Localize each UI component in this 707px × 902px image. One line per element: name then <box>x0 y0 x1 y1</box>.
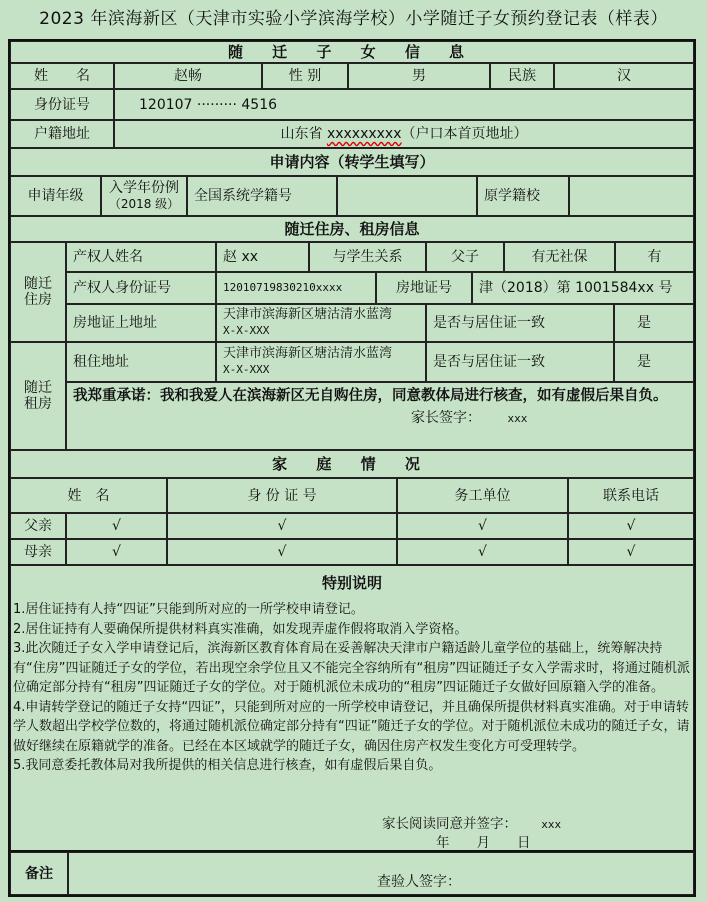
prev-school-input[interactable] <box>569 176 694 216</box>
owner-name-value[interactable]: 赵 xx <box>216 242 309 272</box>
rent-housing-label: 随迁 租房 <box>10 342 66 450</box>
insurance-value[interactable]: 有 <box>615 242 694 272</box>
hukou-prefix: 山东省 <box>280 126 323 142</box>
inspector-sign-label: 查验人签字： <box>377 874 461 890</box>
rent-match-label: 是否与居住证一致 <box>426 342 614 382</box>
deed-addr-line2: X-X-XXX <box>223 324 270 337</box>
housing-header: 随迁住房、租房信息 <box>10 216 694 242</box>
id-label: 身份证号 <box>10 89 114 120</box>
enroll-year-cell <box>101 176 187 216</box>
ethnicity-value[interactable]: 汉 <box>554 63 694 89</box>
parent-sign-label: 家长签字： <box>411 410 481 426</box>
father-id-check[interactable]: √ <box>167 513 397 539</box>
family-col-work: 务工单位 <box>397 478 568 513</box>
mother-id-check[interactable]: √ <box>167 539 397 565</box>
insurance-label: 有无社保 <box>504 242 615 272</box>
gender-value[interactable]: 男 <box>348 63 490 89</box>
hukou-suffix: （户口本首页地址） <box>401 126 528 142</box>
father-phone-check[interactable]: √ <box>568 513 694 539</box>
ethnicity-label: 民族 <box>490 63 554 89</box>
enroll-year-example: （2018 级） <box>108 197 180 211</box>
application-header: 申请内容（转学生填写） <box>10 148 694 176</box>
name-value[interactable]: 赵畅 <box>114 63 262 89</box>
deed-addr-value[interactable] <box>216 304 426 342</box>
rent-match-value[interactable]: 是 <box>614 342 694 382</box>
notes-list <box>13 600 693 776</box>
pledge-cell <box>66 382 694 450</box>
father-work-check[interactable]: √ <box>397 513 568 539</box>
hukou-masked: xxxxxxxxx <box>326 126 402 142</box>
family-col-phone: 联系电话 <box>568 478 694 513</box>
read-sign-row <box>382 812 561 832</box>
family-col-name: 姓 名 <box>10 478 167 513</box>
enroll-year-label: 入学年份例 <box>109 180 179 196</box>
mother-label: 母亲 <box>10 539 66 565</box>
status-id-label: 全国系统学籍号 <box>187 176 337 216</box>
remarks-label: 备注 <box>10 852 68 895</box>
notes-header: 特别说明 <box>321 574 382 592</box>
deed-no-value[interactable]: 津（2018）第 1001584xx 号 <box>472 272 694 304</box>
read-sign-value[interactable]: xxx <box>541 818 562 831</box>
rent-addr-label: 租住地址 <box>66 342 216 382</box>
note-item: 4.申请转学登记的随迁子女持“四证”，只能到所对应的一所学校申请登记，并且确保所提供材料真实准确。对于申请转学人数超出学校学位数的，将通过随机派位确定部分持有“四证”随迁子女的学位。对于随机派位未成功的随迁子女，请做好继续在原籍就学的准备。已经在本区域就学的随迁子女，确因住房产权发生变化方可受理转学。 <box>13 699 690 754</box>
note-item: 1.居住证持有人持“四证”只能到所对应的一所学校申请登记。 <box>13 602 364 617</box>
student-section-header: 随 迁 子 女 信 息 <box>10 41 694 63</box>
family-header: 家 庭 情 况 <box>10 450 694 478</box>
parent-sign-value[interactable]: xxx <box>507 412 528 425</box>
relation-value[interactable]: 父子 <box>426 242 504 272</box>
status-id-input[interactable] <box>337 176 477 216</box>
match-label: 是否与居住证一致 <box>426 304 614 342</box>
deed-addr-line1: 天津市滨海新区塘沽清水蓝湾 <box>223 307 393 322</box>
prev-school-label: 原学籍校 <box>477 176 569 216</box>
deed-no-label: 房地证号 <box>376 272 472 304</box>
hukou-value[interactable] <box>114 120 694 148</box>
owner-name-label: 产权人姓名 <box>66 242 216 272</box>
rent-addr-line2: X-X-XXX <box>223 363 270 376</box>
relation-label: 与学生关系 <box>309 242 426 272</box>
id-value[interactable]: 120107 ········· 4516 <box>114 89 694 120</box>
father-label: 父亲 <box>10 513 66 539</box>
name-label: 姓 名 <box>10 63 114 89</box>
form-title: 2023 年滨海新区（天津市实验小学滨海学校）小学随迁子女预约登记表（样表） <box>39 9 668 29</box>
mother-name-check[interactable]: √ <box>66 539 167 565</box>
match-value[interactable]: 是 <box>614 304 694 342</box>
note-item: 5.我同意委托教体局对我所提供的相关信息进行核查，如有虚假后果自负。 <box>13 758 442 773</box>
father-name-check[interactable]: √ <box>66 513 167 539</box>
mother-work-check[interactable]: √ <box>397 539 568 565</box>
read-sign-label: 家长阅读同意并签字： <box>382 816 517 832</box>
mother-phone-check[interactable]: √ <box>568 539 694 565</box>
note-item: 2.居住证持有人要确保所提供材料真实准确，如发现弄虚作假将取消入学资格。 <box>13 621 468 637</box>
deed-addr-label: 房地证上地址 <box>66 304 216 342</box>
pledge-text: 我郑重承诺：我和我爱人在滨海新区无自购住房，同意教体局进行核查，如有虚假后果自负。 <box>73 388 668 404</box>
note-item: 3.此次随迁子女入学申请登记后，滨海新区教育体育局在妥善解决天津市户籍适龄儿童学位的基础上，统筹解决持有“住房”四证随迁子女的学位，若出现空余学位且又不能完全容纳所有“租房”四证随迁子女入学需求时，将通过随机派位确定部分持有“租房”四证随迁子女的学位。对于随机派位未成功的“租房”四证随迁子女做好回原籍入学的准备。 <box>13 641 690 695</box>
own-housing-label: 随迁 住房 <box>10 242 66 342</box>
rent-addr-value[interactable] <box>216 342 426 382</box>
remarks-content[interactable] <box>68 852 694 895</box>
hukou-label: 户籍地址 <box>10 120 114 148</box>
family-col-id: 身 份 证 号 <box>167 478 397 513</box>
sign-date[interactable]: 年 月 日 <box>436 835 531 851</box>
owner-id-label: 产权人身份证号 <box>66 272 216 304</box>
rent-addr-line1: 天津市滨海新区塘沽清水蓝湾 <box>223 346 393 361</box>
grade-label: 申请年级 <box>10 176 101 216</box>
owner-id-value[interactable]: 12010719830210xxxx <box>216 272 376 304</box>
gender-label: 性 别 <box>262 63 348 89</box>
